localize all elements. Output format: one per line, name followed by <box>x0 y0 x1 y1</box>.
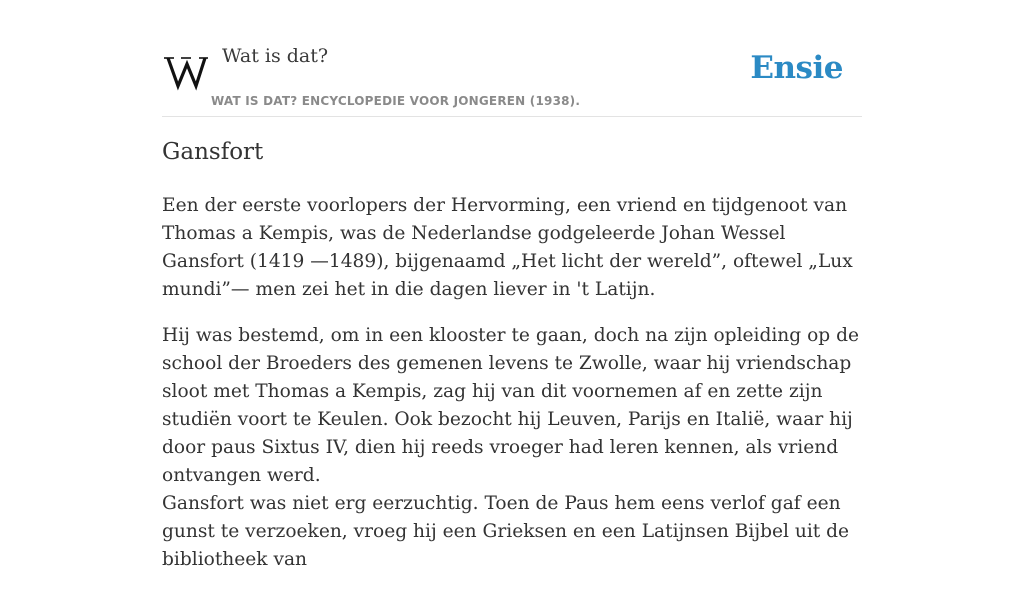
article-body <box>162 192 867 592</box>
brand-link[interactable]: Ensie <box>750 50 843 86</box>
header <box>162 0 862 117</box>
source-subtitle: WAT IS DAT? ENCYCLOPEDIE VOOR JONGEREN (1938). <box>211 94 581 108</box>
wikipedia-logo-icon <box>164 50 208 92</box>
paragraph: Hij was bestemd, om in een klooster te gaan, doch na zijn opleiding op de school der Broeders des gemenen levens te Zwolle, waar hij vriendschap sloot met Thomas a Kempis, zag hij van dit voornemen af en zette zijn studiën voort te Keulen. Ook bezocht hij Leuven, Parijs en Italië, waar hij door paus Sixtus IV, dien hij reeds vroeger had leren kennen, als vriend ontvangen werd. Gansfort was niet erg eerzuchtig. Toen de Paus hem eens verlof gaf een gunst te verzoeken, vroeg hij een Grieksen en een Latijnsen Bijbel uit de bibliotheek van <box>162 325 860 570</box>
article-title: Gansfort <box>162 139 264 165</box>
source-title: Wat is dat? <box>222 45 329 67</box>
paragraph: Een der eerste voorlopers der Hervorming, een vriend en tijdgenoot van Thomas a Kempis, was de Nederlandse godgeleerde Johan Wessel Gansfort (1419 —1489), bijgenaamd „Het licht der wereld”, oftewel „Lux mundi”— men zei het in die dagen liever in 't Latijn. <box>162 195 853 300</box>
